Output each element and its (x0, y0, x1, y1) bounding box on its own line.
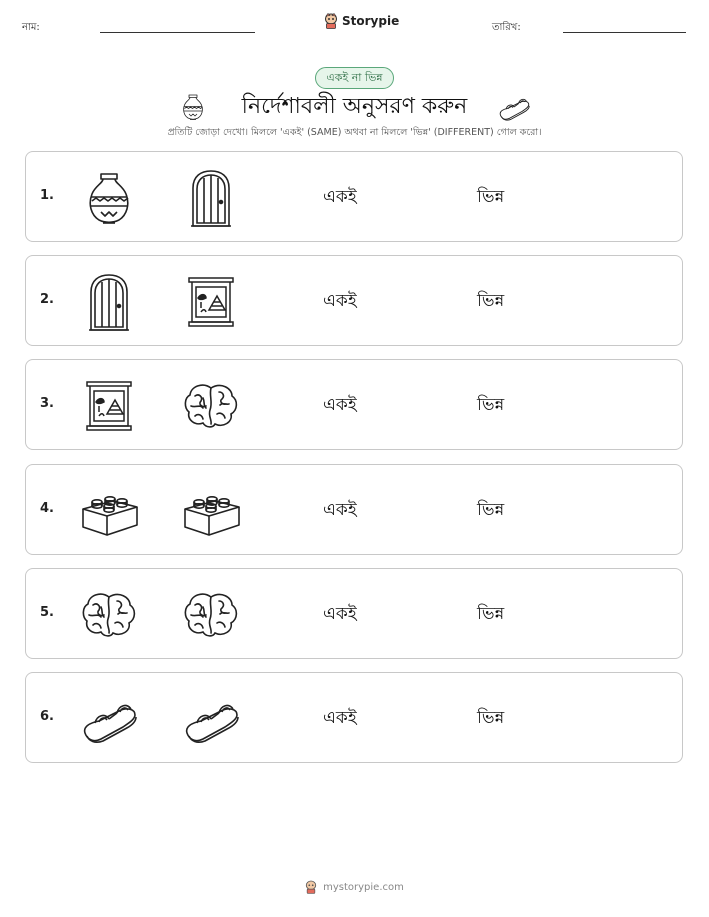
name-line[interactable] (100, 32, 255, 33)
question-row (25, 255, 683, 346)
different-option[interactable]: ভিন্ন (477, 500, 505, 520)
brain-icon (79, 585, 139, 645)
same-option[interactable]: একই (323, 187, 357, 207)
date-label: তারিখ: (492, 22, 521, 33)
same-option[interactable]: একই (323, 395, 357, 415)
question-row (25, 464, 683, 555)
worksheet-type-badge: একই না ভিন্ন (315, 67, 394, 89)
date-line[interactable] (563, 32, 686, 33)
different-option[interactable]: ভিন্ন (477, 604, 505, 624)
same-option[interactable]: একই (323, 291, 357, 311)
brain-icon (181, 376, 241, 436)
question-number: 5. (40, 605, 54, 620)
pot-icon (79, 168, 139, 228)
different-option[interactable]: ভিন্ন (477, 395, 505, 415)
different-option[interactable]: ভিন্ন (477, 291, 505, 311)
brand-logo (324, 13, 399, 29)
page-title: নির্দেশাবলী অনুসরণ করুন (241, 94, 468, 119)
same-option[interactable]: একই (323, 500, 357, 520)
same-option[interactable]: একই (323, 708, 357, 728)
instructions: প্রতিটি জোড়া দেখো। মিললে 'একই' (SAME) অথবা না মিললে 'ভিন্ন' (DIFFERENT) গোল করো। (167, 127, 542, 138)
worksheet-header (0, 0, 709, 50)
question-row (25, 151, 683, 242)
different-option[interactable]: ভিন্ন (477, 708, 505, 728)
question-number: 2. (40, 292, 54, 307)
door-icon (79, 272, 139, 332)
sandal-icon (496, 90, 532, 124)
question-row (25, 672, 683, 763)
name-label: নাম: (22, 22, 40, 33)
question-number: 1. (40, 188, 54, 203)
brain-icon (181, 585, 241, 645)
question-number: 3. (40, 396, 54, 411)
sandal-icon (79, 689, 139, 749)
storypie-mascot-icon (305, 880, 317, 894)
footer-url: mystorypie.com (323, 881, 404, 893)
scroll-icon (181, 272, 241, 332)
door-icon (181, 168, 241, 228)
scroll-icon (79, 376, 139, 436)
brand-name: Storypie (342, 14, 400, 28)
storypie-mascot-icon (324, 13, 338, 29)
different-option[interactable]: ভিন্ন (477, 187, 505, 207)
block-icon (79, 481, 139, 541)
question-row (25, 568, 683, 659)
block-icon (181, 481, 241, 541)
question-row (25, 359, 683, 450)
question-number: 6. (40, 709, 54, 724)
footer (0, 880, 709, 894)
question-number: 4. (40, 501, 54, 516)
sandal-icon (181, 689, 241, 749)
same-option[interactable]: একই (323, 604, 357, 624)
